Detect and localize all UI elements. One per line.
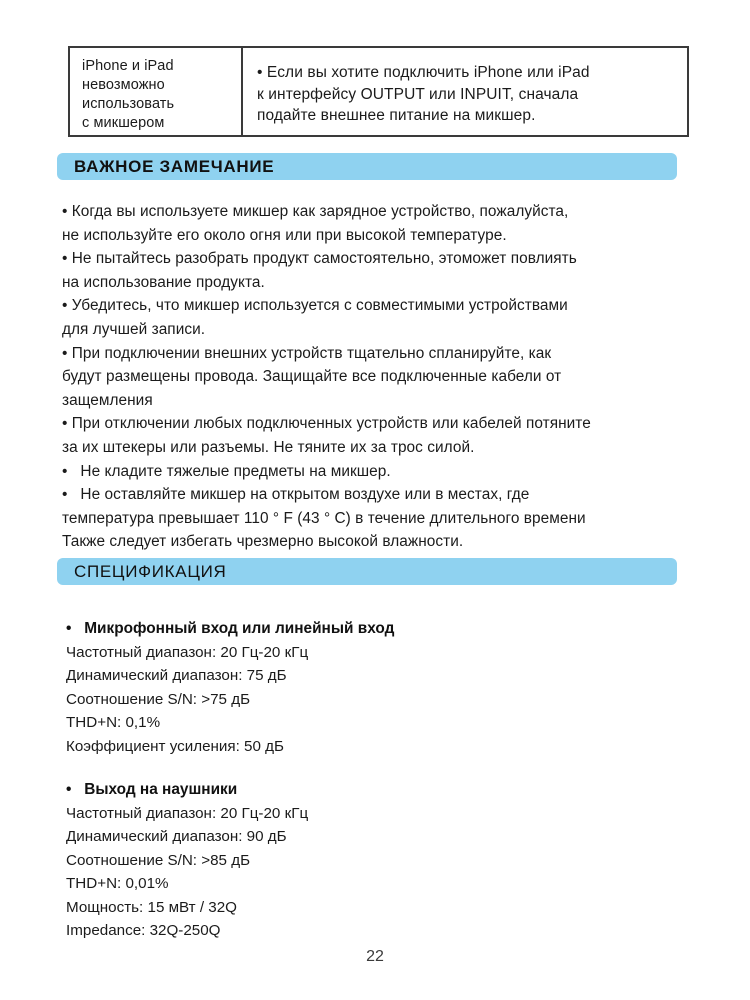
notice-line: не используйте его около огня или при высокой температуре. — [62, 226, 507, 244]
spec-item: Коэффициент усиления: 50 дБ — [66, 737, 284, 755]
note-subject-line: с микшером — [82, 115, 165, 131]
note-subject-line: iPhone и iPad — [82, 58, 174, 74]
notice-line: за их штекеры или разъемы. Не тяните их за трос силой. — [62, 438, 475, 456]
notice-line: • При отключении любых подключенных устройств или кабелей потяните — [62, 415, 591, 433]
spec-item: Частотный диапазон: 20 Гц-20 кГц — [66, 644, 309, 661]
spec-group-heading: • Микрофонный вход или линейный вход — [66, 620, 395, 637]
spec-item: Динамический диапазон: 75 дБ — [66, 667, 287, 685]
notice-line: • Не пытайтесь разобрать продукт самостоятельно, этоможет повлиять — [62, 250, 577, 268]
note-table-cell-description — [243, 48, 687, 135]
notice-line: защемления — [62, 391, 153, 409]
notice-line: Также следует избегать чрезмерно высокой влажности. — [62, 533, 464, 551]
note-table-cell-subject — [70, 48, 243, 135]
spec-group-headphone-output — [66, 778, 686, 942]
spec-item: Соотношение S/N: >85 дБ — [66, 851, 251, 869]
notice-line: • Не кладите тяжелые предметы на микшер. — [62, 462, 391, 480]
note-subject-line: использовать — [82, 96, 175, 112]
important-notice-body — [62, 200, 692, 554]
note-subject-line: невозможно — [82, 77, 165, 93]
notice-line: • Убедитесь, что микшер используется с совместимыми устройствами — [62, 297, 568, 315]
spec-group-heading: • Выход на наушники — [66, 781, 238, 799]
section-title-specification: СПЕЦИФИКАЦИЯ — [74, 561, 227, 581]
notice-line: на использование продукта. — [62, 273, 265, 291]
section-banner-important-notice — [57, 153, 677, 180]
spec-item: Соотношение S/N: >75 дБ — [66, 690, 251, 708]
section-banner-specification — [57, 558, 677, 585]
notice-line: • Когда вы используете микшер как зарядное устройство, пожалуйста, — [62, 203, 569, 220]
spec-item: THD+N: 0,1% — [66, 714, 161, 732]
note-description-line: к интерфейсу OUTPUT или INPUIT, сначала — [257, 85, 579, 103]
specification-body — [66, 617, 686, 942]
spec-item: Мощность: 15 мВт / 32Q — [66, 898, 237, 916]
spec-item: THD+N: 0,01% — [66, 875, 169, 893]
notice-line: будут размещены провода. Защищайте все подключенные кабели от — [62, 368, 562, 386]
page-number: 22 — [366, 948, 384, 965]
notice-line: для лучшей записи. — [62, 320, 206, 338]
section-title-important-notice: ВАЖНОЕ ЗАМЕЧАНИЕ — [74, 156, 275, 176]
notice-line: • Не оставляйте микшер на открытом воздухе или в местах, где — [62, 486, 530, 504]
note-description-line: подайте внешнее питание на микшер. — [257, 107, 536, 124]
notice-line: • При подключении внешних устройств тщательно спланируйте, как — [62, 344, 552, 362]
note-description-line: • Если вы хотите подключить iPhone или iPad — [257, 64, 590, 81]
spec-item: Impedance: 32Q-250Q — [66, 922, 221, 940]
compatibility-note-table — [68, 46, 689, 137]
notice-line: температура превышает 110 ° F (43 ° C) в течение длительного времени — [62, 509, 586, 527]
spec-item: Частотный диапазон: 20 Гц-20 кГц — [66, 805, 309, 823]
spec-group-mic-line-input — [66, 617, 686, 758]
spec-item: Динамический диапазон: 90 дБ — [66, 828, 287, 846]
